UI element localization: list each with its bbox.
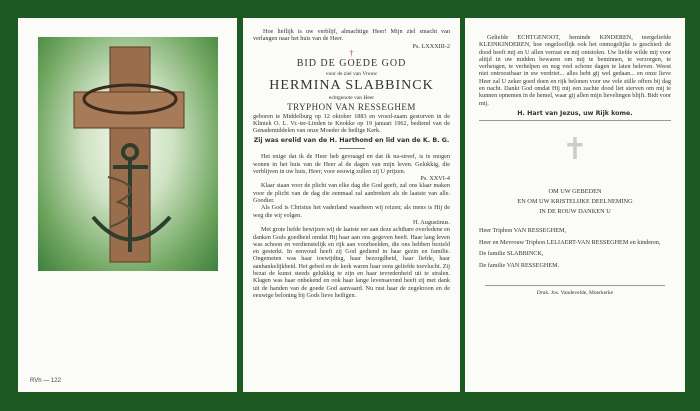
cross-anchor-picture bbox=[38, 37, 218, 271]
quote-two-ref: H. Augustinus. bbox=[413, 218, 450, 226]
tribute: Met grote liefde bewijzen wij de laatste eer aan deze achtbare overledene en danken Gods goedheid omdat Hij haar aan ons gegeven heeft. Haar lang leven was schoon en verdienstelijk en rijk aan voorbeelden, die ons hebben bezield en gesterkt. In eenvoud heeft zij God gediend in haar gezin en familie. Ongemeten was haar toewijding, haar bezorgdheid, haar liefde, haar aanhankelijkheid. Het gebed en de kerk waren haar eens geliefde toevlucht. Zij bezat de kunst steeds gelukkig te zijn en haar tevredenheid uit te stralen. Klagen was haar onbekend en ook haar lange levensavond heeft zij met dank uit de handen van de goede God aanvaard. Nu rust haar de zegekroon en de eeuwige beloning bij Gods lieve heiligen. bbox=[253, 226, 450, 299]
quote-one: Klaar staan voor de plicht van elke dag die God geeft, zal ons klaar maken voor de plicht van de dag die eenmaal zal aanbreken als de laatste van alle. bbox=[253, 182, 450, 197]
spouse-name: TRYPHON VAN RESSEGHEM bbox=[287, 101, 416, 112]
thanks-line-3: IN DE ROUW DANKEN U bbox=[539, 208, 611, 216]
cross-icon bbox=[38, 37, 218, 271]
heading: BID DE GOEDE GOD bbox=[296, 57, 407, 69]
deceased-name: HERMINA SLABBINCK bbox=[269, 77, 434, 93]
verse-two: Het enige dat ik de Heer heb gevraagd en dat ik na-streef, is te mogen wonen in het huis van de Heer al de dagen van mijn leven. Gelukkig, die verblijven in uw huis, Heer; voor eeuwig zullen zij U prijzen. bbox=[253, 153, 450, 175]
opening-verse-ref: Ps. LXXXIII-2 bbox=[412, 42, 450, 50]
farewell-message: Geliefde ECHTGENOOT, beminde KINDEREN, teergeliefde KLEINKINDEREN, hoe ongelooflijk ook het onmogelijke is geschied: de dood heeft mij en U allen verrast en mij ontstolen. Uw liefde wilde mij voor altijd in uw midden bewaren om mij te beminnen, te verzorgen, te verheugen, te verhelpen en nog veel schone dagen te laten beleven. Weest niet ontroostbaar in uw verdriet... alles hebt gij wel gedaan... en onze lieve Heer zal U zeker goed doen en rijk belonen voor uw vele stille offers bij dag en nacht. Dankt God omdat Hij mij een zachte dood liet sterven om mij te kunnen opnemen in de hemel, waar gij allen mijn lievelingen blijft. Bidt voor mij. bbox=[479, 34, 671, 107]
middle-panel bbox=[243, 18, 460, 392]
right-panel bbox=[465, 18, 685, 392]
printer-credit: Druk. Jos. Vandevelde, Moerkerke bbox=[536, 290, 614, 297]
membership: Zij was erelid van de H. Harthond en lid van de K. B. G. bbox=[253, 136, 450, 144]
verse-two-ref: Ps. XXVI-4 bbox=[420, 175, 450, 183]
family-line: De familie VAN RESSEGHEM. bbox=[479, 261, 560, 269]
cross-symbol: † bbox=[349, 48, 354, 58]
family-line: Heer Triphon VAN RESSEGHEM, bbox=[479, 227, 567, 235]
biography: geboren te Middelburg op 12 oktober 1883 en vroed-zaam gestorven in de Kliniek O. L. Vr.-ter-Linden te Knokke op 19 januari 1962, bediend van de Genademiddelen van onze Moeder de heilige Kerk. bbox=[253, 112, 450, 135]
family-line: De familie SLABBINCK, bbox=[479, 250, 544, 258]
thanks-line-1: OM UW GEBEDEN bbox=[548, 188, 602, 196]
quote-two: Als God is Christus het vaderland waarheen wij reizen; als mens is Hij de weg die wij volgen. bbox=[253, 204, 450, 219]
cross-icon: ✝ bbox=[562, 132, 588, 168]
closing-prayer: H. Hart van Jezus, uw Rijk kome. bbox=[517, 109, 633, 117]
left-panel bbox=[18, 18, 237, 392]
for-soul-label: voor de ziel van Vrouw bbox=[325, 70, 378, 77]
opening-verse: Hoe lieflijk is uw verblijf, almachtige Heer! Mijn ziel smacht van verlangen naar het huis van de Heer. bbox=[253, 28, 450, 43]
divider bbox=[339, 148, 365, 149]
card-code: RVh — 122 bbox=[30, 378, 61, 384]
thanks-line-2: EN OM UW KRISTELIJKE DEELNEMING bbox=[517, 198, 633, 206]
spouse-label: echtgenote van Heer bbox=[328, 94, 375, 101]
quote-one-ref: Goodier. bbox=[253, 197, 275, 205]
family-line: Heer en Mevrouw Triphon LELIAERT-VAN RESSEGHEM en kinderen, bbox=[479, 238, 661, 246]
